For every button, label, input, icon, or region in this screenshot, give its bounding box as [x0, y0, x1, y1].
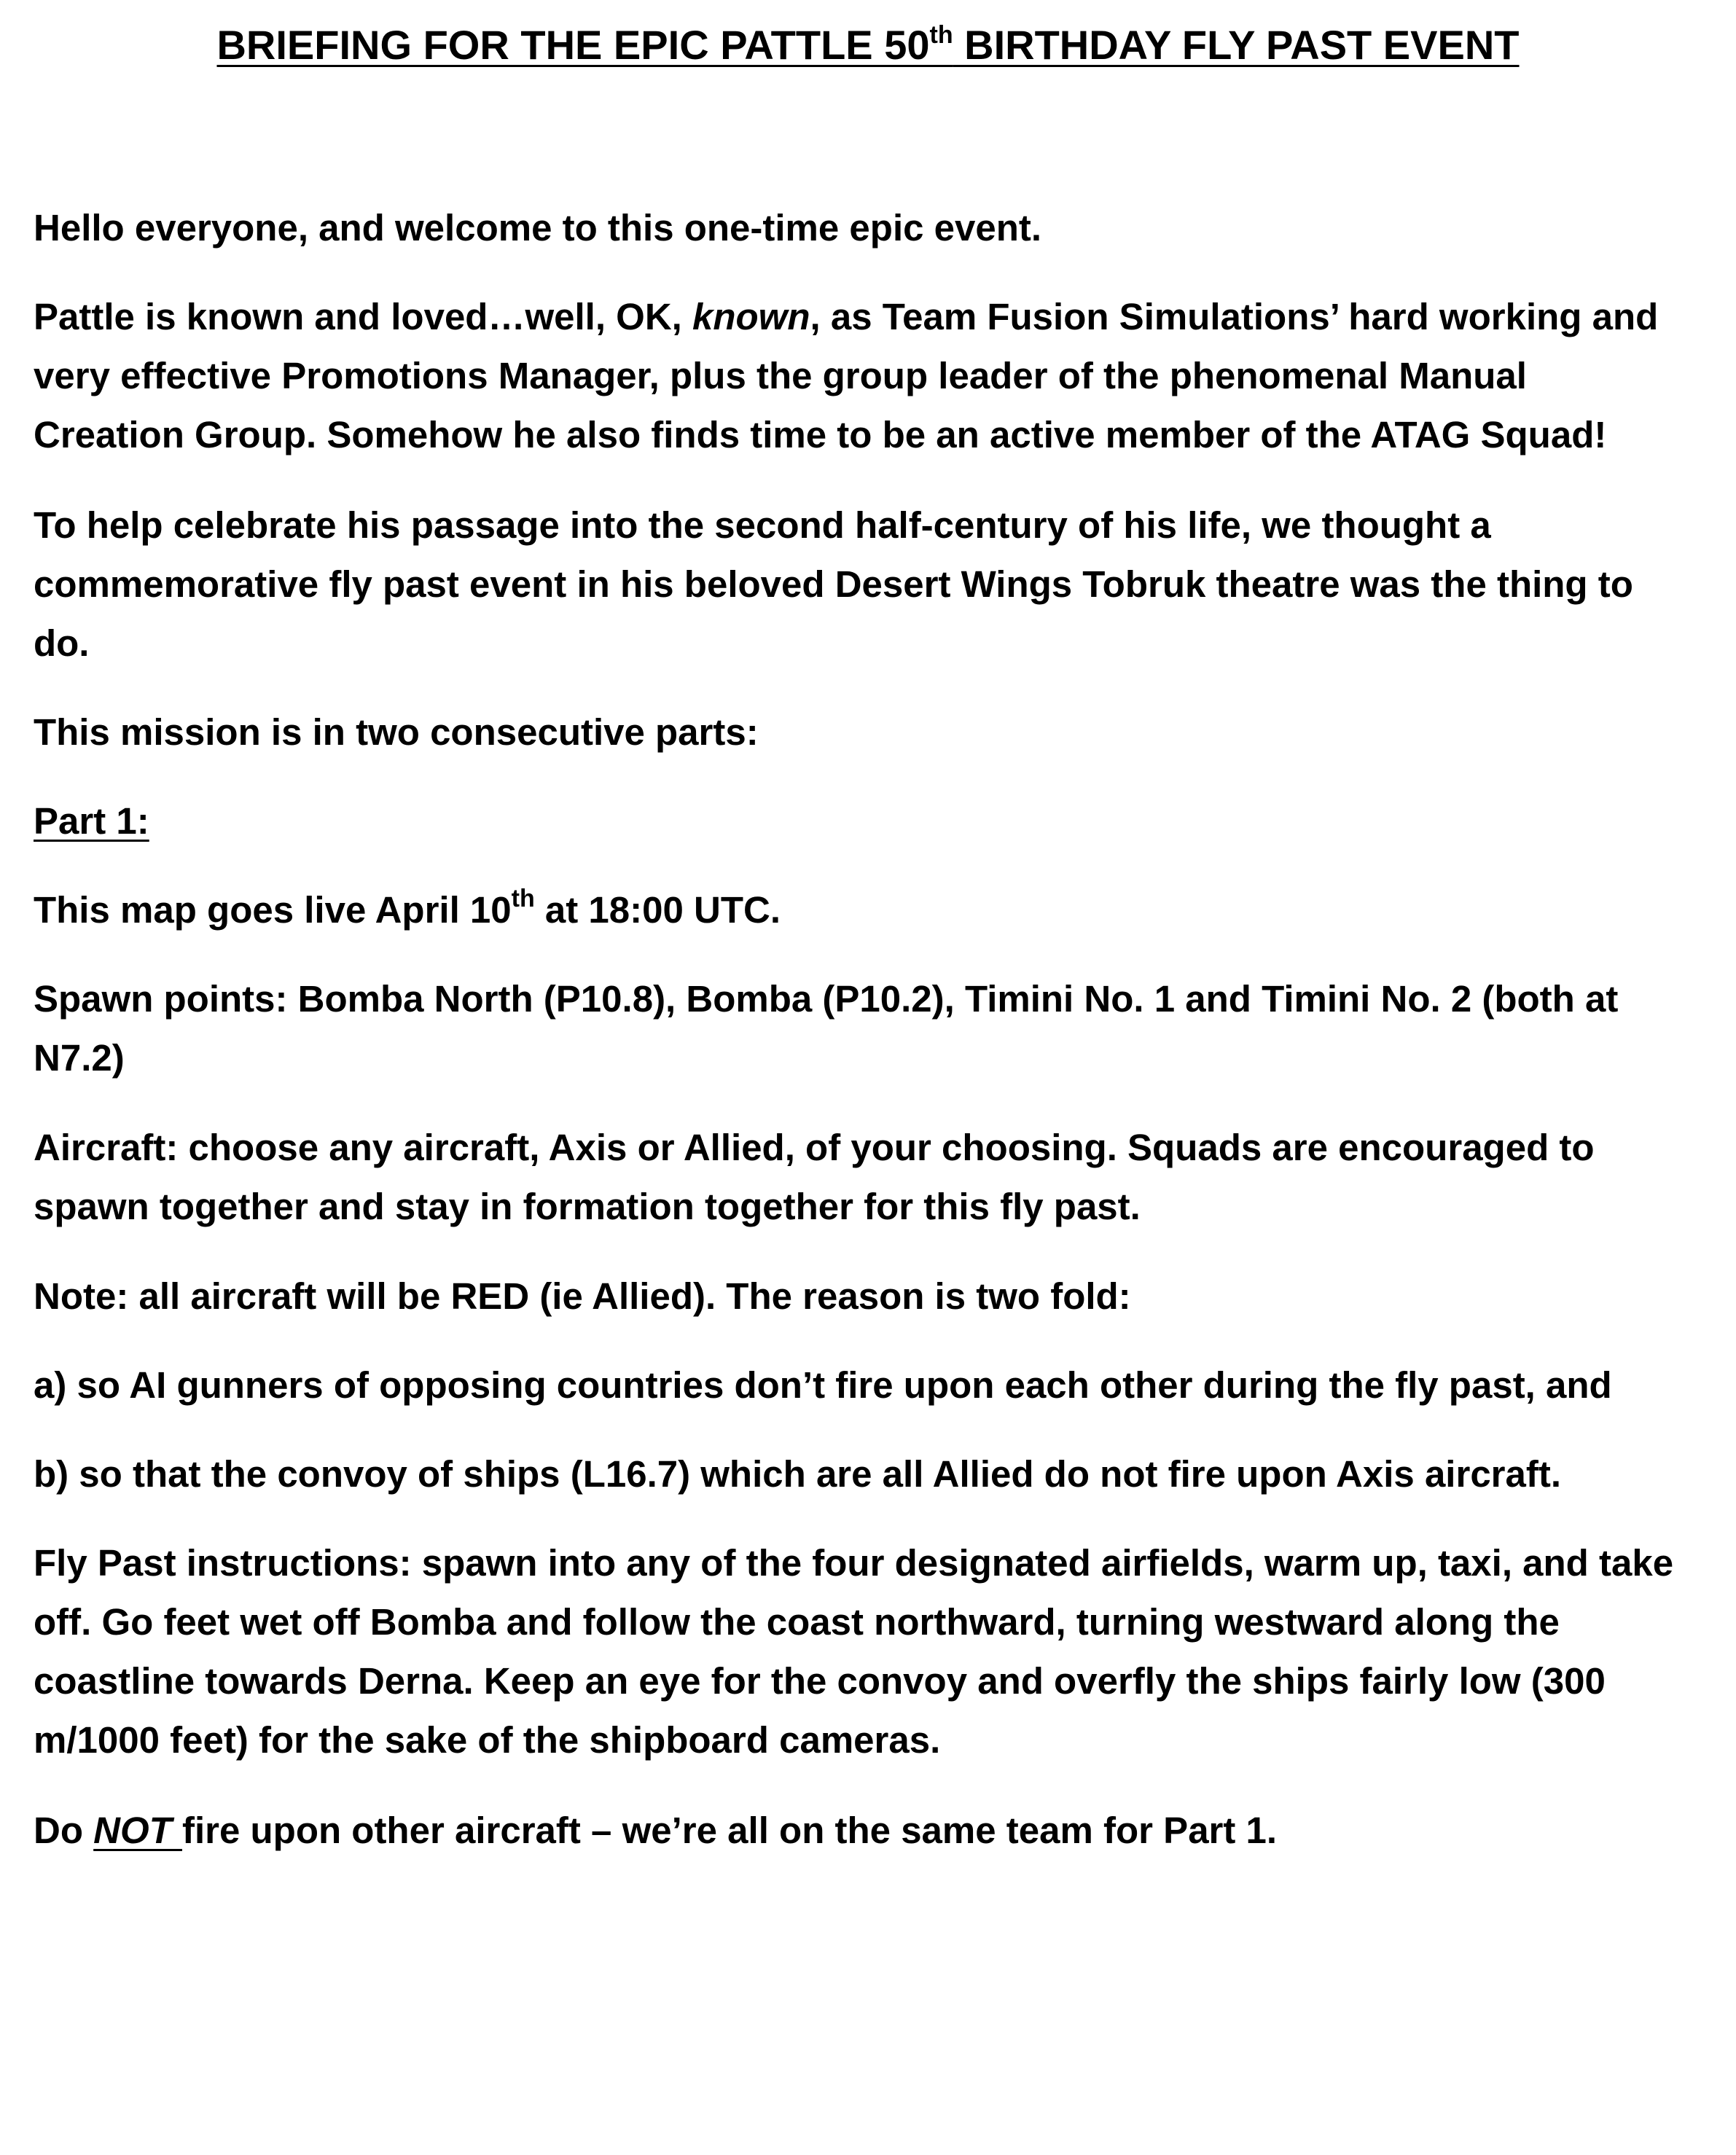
do-not-line — [34, 1801, 1710, 1860]
reason-b-paragraph — [34, 1444, 1710, 1503]
aircraft-paragraph — [34, 1118, 1710, 1236]
instructions-line-1: Fly Past instructions: spawn into any of the four designated airfields, warm up, taxi, and take — [34, 1542, 1674, 1584]
part1-heading-text: Part 1: — [34, 800, 149, 842]
pattle-paragraph — [34, 287, 1710, 464]
reason-a-line: a) so AI gunners of opposing countries don’t fire upon each other during the fly past, and — [34, 1364, 1612, 1406]
pattle-line-1-before: Pattle is known and loved…well, OK, — [34, 296, 693, 337]
do-not-paragraph — [34, 1801, 1710, 1860]
live-superscript: th — [511, 885, 535, 912]
instructions-line-4: m/1000 feet) for the sake of the shipboard cameras. — [34, 1719, 941, 1761]
page-title — [0, 15, 1736, 76]
spawn-paragraph — [34, 969, 1710, 1087]
title-suffix: BIRTHDAY FLY PAST EVENT — [953, 22, 1520, 68]
title-prefix: BRIEFING FOR THE EPIC PATTLE 50 — [216, 22, 930, 68]
page-title-text — [216, 22, 1519, 68]
part1-heading — [34, 791, 1710, 850]
live-paragraph — [34, 880, 1710, 939]
instructions-line-2: off. Go feet wet off Bomba and follow the coast northward, turning westward along the — [34, 1601, 1560, 1643]
aircraft-line-1: Aircraft: choose any aircraft, Axis or Allied, of your choosing. Squads are encouraged to — [34, 1127, 1595, 1168]
pattle-known-emphasis: known — [692, 296, 810, 337]
do-not-before: Do — [34, 1810, 94, 1851]
do-not-emphasis: NOT — [93, 1810, 182, 1851]
do-not-after: fire upon other aircraft – we’re all on the same team for Part 1. — [181, 1810, 1278, 1851]
note-line: Note: all aircraft will be RED (ie Allied). The reason is two fold: — [34, 1275, 1131, 1317]
pattle-line-1 — [34, 287, 1710, 346]
pattle-line-3: Creation Group. Somehow he also finds time to be an active member of the ATAG Squad! — [34, 414, 1607, 455]
title-superscript: th — [929, 21, 953, 49]
live-line — [34, 880, 1710, 939]
celebrate-paragraph — [34, 496, 1710, 673]
reason-b-line: b) so that the convoy of ships (L16.7) which are all Allied do not fire upon Axis aircraft. — [34, 1453, 1562, 1495]
instructions-line-3: coastline towards Derna. Keep an eye for the convoy and overfly the ships fairly low (300 — [34, 1660, 1606, 1702]
instructions-paragraph — [34, 1533, 1710, 1769]
celebrate-line-3: do. — [34, 622, 90, 664]
spawn-line-2: N7.2) — [34, 1037, 125, 1079]
welcome-paragraph — [34, 198, 1710, 257]
mission-parts-line: This mission is in two consecutive parts: — [34, 711, 759, 753]
celebrate-line-1: To help celebrate his passage into the second half-century of his life, we thought a — [34, 504, 1491, 546]
pattle-line-1-after: , as Team Fusion Simulations’ hard working and — [810, 296, 1659, 337]
welcome-line: Hello everyone, and welcome to this one-time epic event. — [34, 207, 1042, 249]
live-before: This map goes live April 10 — [34, 889, 512, 931]
note-paragraph — [34, 1267, 1710, 1326]
aircraft-line-2: spawn together and stay in formation together for this fly past. — [34, 1186, 1141, 1227]
mission-parts-paragraph — [34, 703, 1710, 762]
celebrate-line-2: commemorative fly past event in his beloved Desert Wings Tobruk theatre was the thing to — [34, 563, 1633, 605]
pattle-line-2: very effective Promotions Manager, plus the group leader of the phenomenal Manual — [34, 355, 1527, 396]
spawn-line-1: Spawn points: Bomba North (P10.8), Bomba (P10.2), Timini No. 1 and Timini No. 2 (both at — [34, 978, 1619, 1020]
reason-a-paragraph — [34, 1356, 1710, 1415]
live-after: at 18:00 UTC. — [534, 889, 781, 931]
